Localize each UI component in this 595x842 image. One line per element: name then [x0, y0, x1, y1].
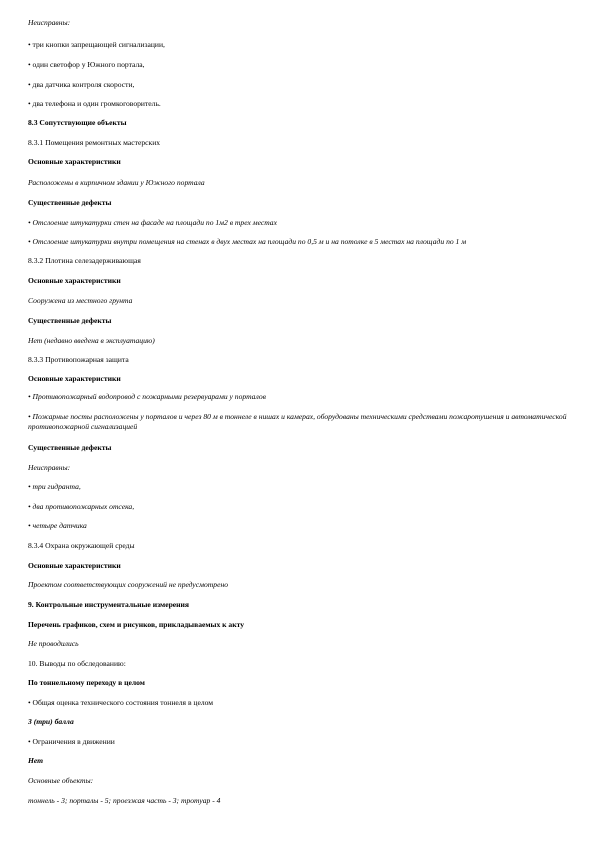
characteristics-heading: Основные характеристики: [28, 374, 121, 383]
list-item: • четыре датчика: [28, 521, 87, 530]
rating-value: 3 (три) балла: [28, 717, 74, 726]
paragraph: Не проводились: [28, 639, 79, 648]
list-item: • Общая оценка технического состояния тоннеля в целом: [28, 698, 214, 707]
characteristics-heading: Основные характеристики: [28, 157, 121, 166]
list-item: • Противопожарный водопровод с пожарными резервуарами у порталов: [28, 392, 266, 401]
paragraph: По тоннельному переходу в целом: [28, 678, 145, 687]
list-item: • два телефона и один громкоговоритель.: [28, 99, 161, 108]
paragraph: Проектом соответствующих сооружений не предусмотрено: [28, 580, 229, 589]
paragraph: Нет (недавно введена в эксплуатацию): [28, 336, 155, 345]
list-item: • Пожарные посты расположены у порталов и через 80 м в тоннеле в нишах и камерах, оборудованы техническими средствами пожаротушения и автоматической противопожарной сигнализацией: [28, 412, 567, 431]
heading-faulty: Неисправны:: [28, 463, 71, 472]
defects-heading: Существенные дефекты: [28, 198, 112, 207]
subsection-heading: 8.3.3 Противопожарная защита: [28, 355, 129, 364]
characteristics-heading: Основные характеристики: [28, 276, 121, 285]
defects-heading: Существенные дефекты: [28, 316, 112, 325]
list-item: • Отслоение штукатурки стен на фасаде на площади по 1м2 в трех местах: [28, 218, 277, 227]
list-item: • два датчика контроля скорости,: [28, 80, 135, 89]
paragraph: тоннель - 3; порталы - 5; проезжая часть - 3; тротуар - 4: [28, 796, 221, 805]
section-heading: 8.3 Сопутствующие объекты: [28, 118, 127, 127]
subsection-heading: 8.3.2 Плотина селезадерживающая: [28, 256, 141, 265]
section-heading: 10. Выводы по обследованию:: [28, 659, 126, 668]
list-item: • один светофор у Южного портала,: [28, 60, 145, 69]
list-item: • три кнопки запрещающей сигнализации,: [28, 40, 165, 49]
characteristics-heading: Основные характеристики: [28, 561, 121, 570]
defects-heading: Существенные дефекты: [28, 443, 112, 452]
list-item: • Ограничения в движении: [28, 737, 115, 746]
subsection-heading: 8.3.4 Охрана окружающей среды: [28, 541, 135, 550]
paragraph: Основные объекты:: [28, 776, 94, 785]
paragraph: Сооружена из местного грунта: [28, 296, 133, 305]
paragraph: Нет: [28, 756, 44, 765]
subsection-heading: 8.3.1 Помещения ремонтных мастерских: [28, 138, 161, 147]
heading-faulty: Неисправны:: [28, 18, 71, 27]
section-heading: 9. Контрольные инструментальные измерения: [28, 600, 190, 609]
list-item: • Отслоение штукатурки внутри помещения на стенах в двух местах на площади по 0,5 м и на потолке в 5 местах на площади по 1 м: [28, 237, 467, 246]
paragraph: Расположены в кирпичном здании у Южного портала: [28, 178, 205, 187]
list-item: • три гидранта,: [28, 482, 81, 491]
paragraph: Перечень графиков, схем и рисунков, прикладываемых к акту: [28, 620, 245, 629]
list-item: • два противопожарных отсека,: [28, 502, 135, 511]
